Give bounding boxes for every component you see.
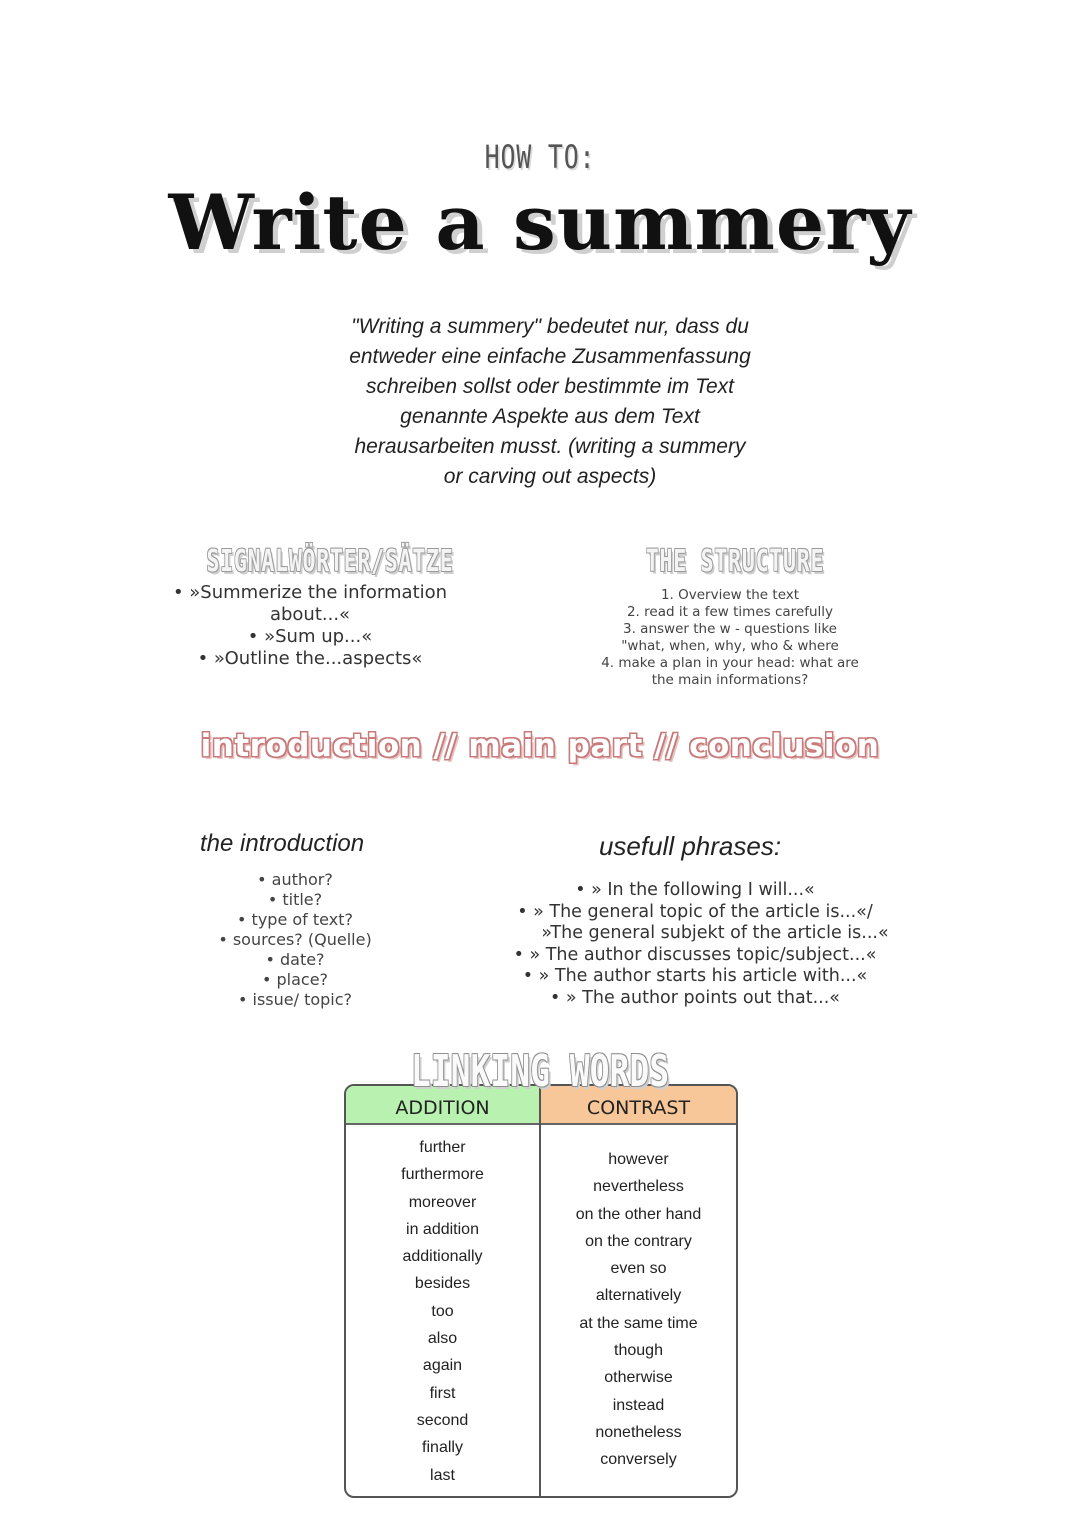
contrast-column	[541, 1086, 736, 1496]
linking-word: further	[419, 1139, 466, 1156]
list-item: 4. make a plan in your head: what are	[601, 655, 859, 671]
list-item: • type of text?	[237, 910, 353, 929]
list-item: • » In the following I will...«	[575, 880, 815, 900]
list-item: • » The author discusses topic/subject...«	[513, 944, 877, 965]
linking-word: even so	[610, 1260, 667, 1278]
list-item: • place?	[261, 970, 329, 989]
linking-word: too	[431, 1302, 454, 1320]
list-item: • date?	[265, 950, 325, 969]
list-item: the main informations?	[651, 672, 809, 688]
signalwoerter-heading: SIGNALWÖRTER/SÄTZE	[206, 544, 454, 579]
linking-word: in addition	[406, 1220, 479, 1238]
linking-word: first	[429, 1384, 456, 1402]
structure-list	[590, 587, 870, 689]
list-item: • »Summerize the information	[172, 582, 448, 603]
list-item: • » The author starts his article with...«	[522, 966, 868, 986]
linking-word: last	[430, 1466, 455, 1484]
linking-word: alternatively	[595, 1287, 682, 1305]
list-item: • » The general topic of the article is...«/	[517, 901, 873, 922]
linking-word: second	[416, 1411, 469, 1429]
addition-word-list	[346, 1125, 539, 1489]
list-item: • »Outline the...aspects«	[197, 648, 423, 669]
list-item: about...«	[269, 604, 351, 625]
intro-line: or carving out aspects)	[443, 465, 657, 488]
linking-word: also	[427, 1330, 458, 1348]
linking-word: instead	[612, 1396, 665, 1414]
list-item: • »Sum up...«	[247, 626, 373, 647]
linking-word: additionally	[402, 1248, 483, 1266]
linking-word: moreover	[408, 1193, 477, 1211]
introduction-list	[180, 870, 410, 1010]
intro-line: genannte Aspekte aus dem Text	[400, 405, 700, 428]
intro-line: "Writing a summery" bedeutet nur, dass du	[351, 315, 749, 338]
linking-word: conversely	[600, 1451, 677, 1469]
linking-word: however	[608, 1151, 669, 1168]
intro-line: herausarbeiten musst. (writing a summery	[354, 435, 746, 458]
linking-words-table	[344, 1084, 738, 1498]
linking-word: on the other hand	[575, 1205, 702, 1223]
signalwoerter-list	[160, 582, 460, 670]
list-item: 1. Overview the text	[660, 587, 800, 603]
contrast-word-list	[541, 1125, 736, 1474]
intro-paragraph	[330, 312, 770, 492]
list-item: • issue/ topic?	[237, 990, 353, 1009]
list-item: »The general subjekt of the article is...«	[541, 923, 889, 943]
introduction-heading: the introduction	[200, 830, 365, 857]
linking-words-heading: LINKING WORDS	[410, 1046, 670, 1097]
linking-word: again	[422, 1357, 463, 1375]
page-title: Write a summery	[168, 178, 912, 267]
linking-word: nonetheless	[595, 1423, 682, 1441]
list-item: • title?	[267, 890, 323, 909]
linking-word: furthermore	[401, 1166, 484, 1184]
linking-word: though	[614, 1342, 663, 1360]
addition-header: ADDITION	[346, 1086, 539, 1125]
list-item: 2. read it a few times carefully	[626, 604, 834, 620]
sections-banner: introduction // main part // conclusion	[200, 728, 880, 764]
linking-word: nevertheless	[593, 1178, 684, 1196]
list-item: "what, when, why, who & where	[621, 638, 839, 654]
intro-line: schreiben sollst oder bestimmte im Text	[365, 375, 735, 398]
contrast-header: CONTRAST	[541, 1086, 736, 1125]
list-item: • author?	[257, 870, 333, 889]
structure-heading: THE STRUCTURE	[645, 544, 825, 579]
list-item: • sources? (Quelle)	[218, 930, 372, 949]
linking-word: otherwise	[604, 1369, 673, 1387]
list-item: 3. answer the w - questions like	[623, 621, 837, 637]
addition-column	[346, 1086, 541, 1496]
kicker-heading: HOW TO:	[484, 138, 596, 176]
linking-word: on the contrary	[585, 1232, 692, 1250]
phrases-list	[480, 880, 910, 1009]
phrases-heading: usefull phrases:	[598, 831, 782, 861]
list-item: • » The author points out that...«	[550, 987, 840, 1008]
intro-line: entweder eine einfache Zusammenfassung	[349, 345, 751, 368]
linking-word: finally	[422, 1439, 463, 1457]
linking-word: at the same time	[579, 1314, 698, 1332]
linking-word: besides	[414, 1275, 471, 1293]
